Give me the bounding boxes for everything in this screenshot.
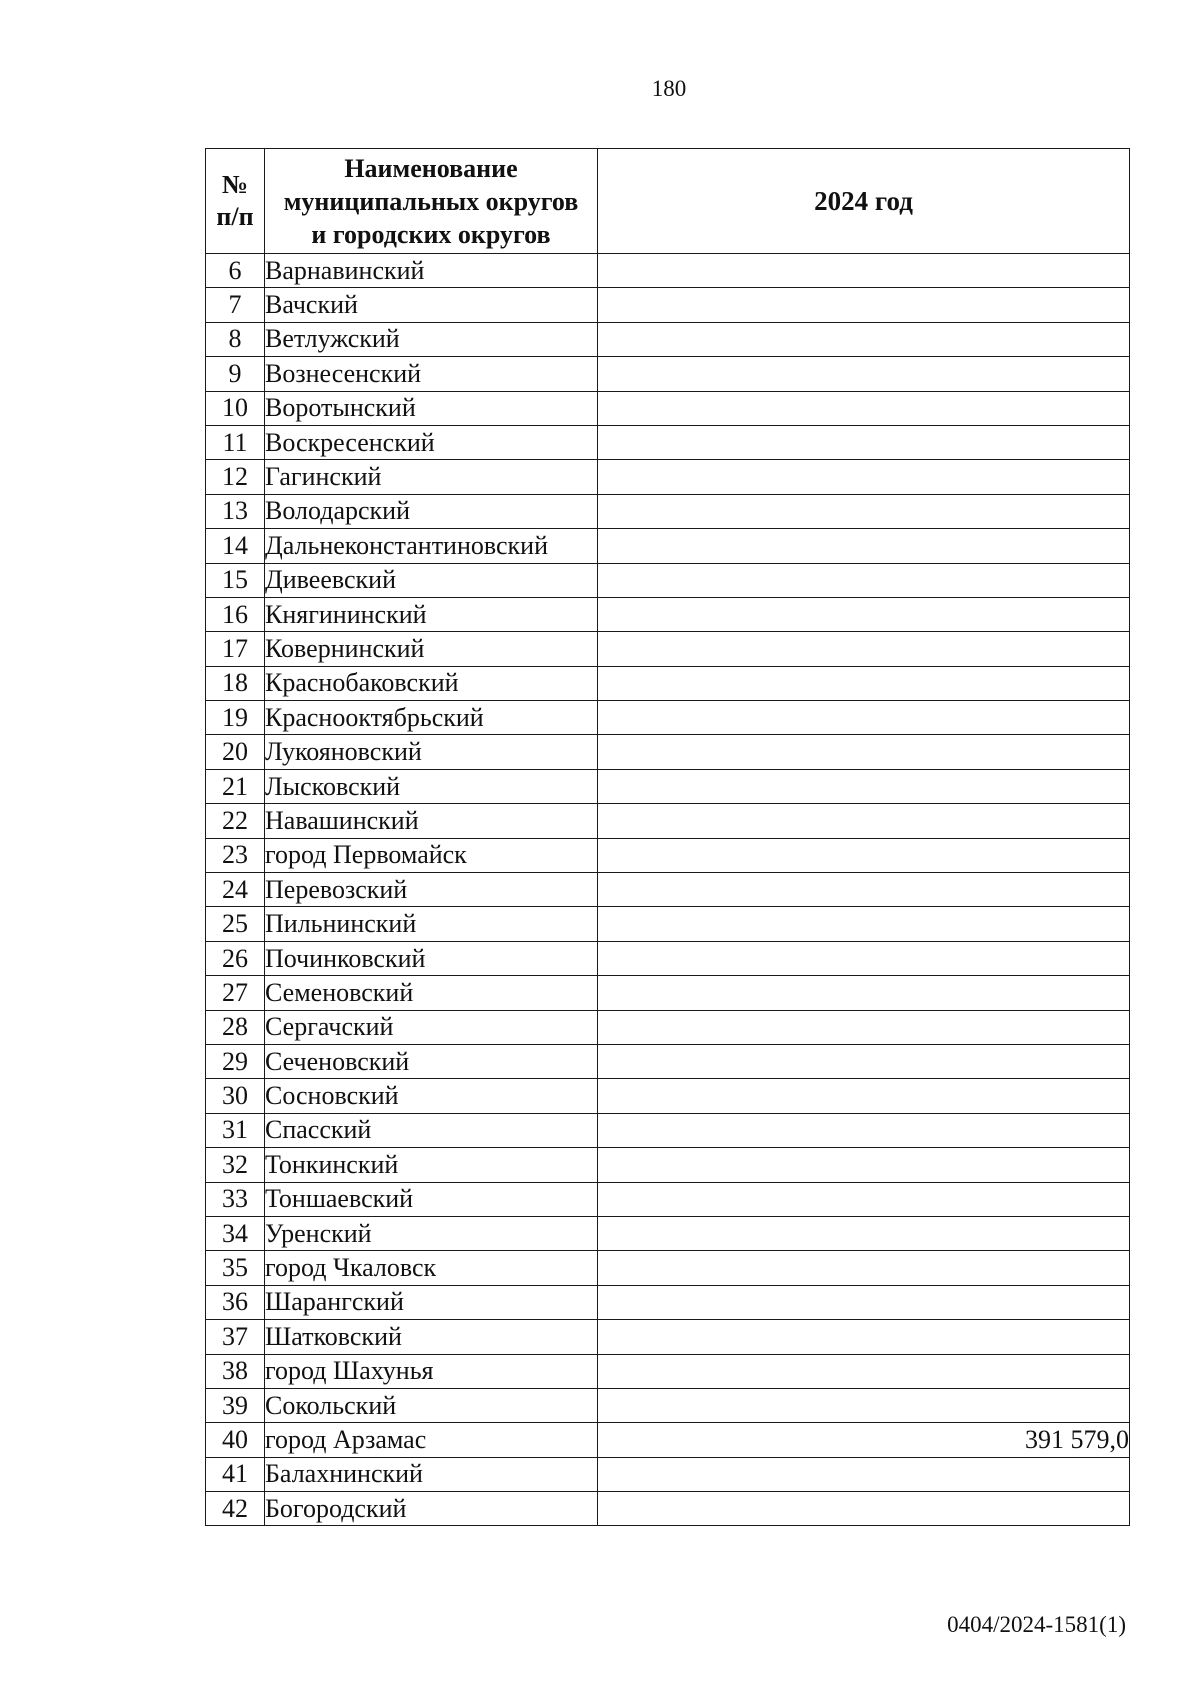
- row-district-name: Сокольский: [265, 1388, 598, 1422]
- row-value-2024: [598, 563, 1130, 597]
- row-number: 12: [206, 460, 265, 494]
- row-value-2024: [598, 1251, 1130, 1285]
- row-value-2024: [598, 735, 1130, 769]
- row-value-2024: [598, 1044, 1130, 1078]
- row-district-name: Пильнинский: [265, 907, 598, 941]
- row-number: 37: [206, 1320, 265, 1354]
- row-value-2024: [598, 666, 1130, 700]
- table-row: [206, 529, 1130, 563]
- row-district-name: Ветлужский: [265, 322, 598, 356]
- row-number: 9: [206, 357, 265, 391]
- row-district-name: Спасский: [265, 1113, 598, 1147]
- table-row: [206, 1251, 1130, 1285]
- row-value-2024: [598, 941, 1130, 975]
- row-number: 34: [206, 1216, 265, 1250]
- table-row: [206, 666, 1130, 700]
- row-value-2024: [598, 529, 1130, 563]
- row-value-2024: [598, 460, 1130, 494]
- table-row: [206, 804, 1130, 838]
- row-district-name: Вачский: [265, 288, 598, 322]
- header-name-line3: и городских округов: [311, 219, 551, 249]
- table-row: [206, 976, 1130, 1010]
- row-value-2024: [598, 632, 1130, 666]
- row-value-2024: [598, 1079, 1130, 1113]
- row-district-name: Княгининский: [265, 597, 598, 631]
- row-district-name: Шатковский: [265, 1320, 598, 1354]
- row-number: 38: [206, 1354, 265, 1388]
- row-number: 14: [206, 529, 265, 563]
- row-number: 10: [206, 391, 265, 425]
- row-value-2024: [598, 597, 1130, 631]
- row-district-name: Тонкинский: [265, 1148, 598, 1182]
- row-district-name: город Арзамас: [265, 1423, 598, 1457]
- table-row: [206, 632, 1130, 666]
- row-value-2024: [598, 976, 1130, 1010]
- row-district-name: Дивеевский: [265, 563, 598, 597]
- table-body: [206, 254, 1130, 1526]
- row-district-name: Володарский: [265, 494, 598, 528]
- row-number: 6: [206, 254, 265, 288]
- row-value-2024: [598, 873, 1130, 907]
- table-row: [206, 735, 1130, 769]
- row-number: 21: [206, 769, 265, 803]
- table-row: [206, 907, 1130, 941]
- row-number: 15: [206, 563, 265, 597]
- row-value-2024: [598, 425, 1130, 459]
- row-district-name: Ковернинский: [265, 632, 598, 666]
- row-district-name: Шарангский: [265, 1285, 598, 1319]
- row-number: 29: [206, 1044, 265, 1078]
- row-value-2024: [598, 254, 1130, 288]
- table-header-row: [206, 149, 1130, 254]
- row-value-2024: [598, 1492, 1130, 1526]
- row-number: 27: [206, 976, 265, 1010]
- row-district-name: Краснооктябрьский: [265, 701, 598, 735]
- row-value-2024: [598, 769, 1130, 803]
- row-district-name: Лукояновский: [265, 735, 598, 769]
- table-row: [206, 1320, 1130, 1354]
- row-district-name: город Чкаловск: [265, 1251, 598, 1285]
- row-district-name: Сеченовский: [265, 1044, 598, 1078]
- row-value-2024: [598, 494, 1130, 528]
- table-row: [206, 357, 1130, 391]
- row-value-2024: [598, 1113, 1130, 1147]
- row-number: 13: [206, 494, 265, 528]
- row-value-2024: [598, 1285, 1130, 1319]
- row-district-name: Перевозский: [265, 873, 598, 907]
- row-number: 7: [206, 288, 265, 322]
- page-number: 180: [651, 76, 687, 101]
- table-row: [206, 1113, 1130, 1147]
- table-row: [206, 1492, 1130, 1526]
- table-row: [206, 563, 1130, 597]
- row-number: 22: [206, 804, 265, 838]
- row-district-name: Воскресенский: [265, 425, 598, 459]
- row-value-2024: [598, 1182, 1130, 1216]
- table-row: [206, 1388, 1130, 1422]
- table-row: [206, 1457, 1130, 1491]
- row-district-name: Балахнинский: [265, 1457, 598, 1491]
- table-row: [206, 1044, 1130, 1078]
- row-district-name: Сергачский: [265, 1010, 598, 1044]
- table-row: [206, 1010, 1130, 1044]
- row-number: 30: [206, 1079, 265, 1113]
- row-district-name: Сосновский: [265, 1079, 598, 1113]
- table-row: [206, 1079, 1130, 1113]
- municipal-districts-table: [205, 148, 1130, 1526]
- table-row: [206, 254, 1130, 288]
- table-row: [206, 941, 1130, 975]
- row-number: 25: [206, 907, 265, 941]
- row-district-name: Краснобаковский: [265, 666, 598, 700]
- row-value-2024: [598, 701, 1130, 735]
- table-row: [206, 322, 1130, 356]
- row-district-name: Богородский: [265, 1492, 598, 1526]
- table-row: [206, 1182, 1130, 1216]
- row-district-name: Починковский: [265, 941, 598, 975]
- row-district-name: Дальнеконстантиновский: [265, 529, 598, 563]
- row-value-2024: [598, 1354, 1130, 1388]
- row-number: 8: [206, 322, 265, 356]
- row-number: 19: [206, 701, 265, 735]
- header-number: [206, 149, 265, 254]
- row-district-name: Навашинский: [265, 804, 598, 838]
- row-number: 16: [206, 597, 265, 631]
- row-number: 17: [206, 632, 265, 666]
- table-row: [206, 494, 1130, 528]
- header-name-line1: Наименование: [344, 153, 518, 183]
- row-number: 18: [206, 666, 265, 700]
- table-row: [206, 1354, 1130, 1388]
- table-row: [206, 1216, 1130, 1250]
- row-district-name: Варнавинский: [265, 254, 598, 288]
- table-row: [206, 701, 1130, 735]
- row-number: 40: [206, 1423, 265, 1457]
- row-value-2024: [598, 838, 1130, 872]
- row-value-2024: [598, 1216, 1130, 1250]
- row-value-2024: [598, 1457, 1130, 1491]
- row-number: 23: [206, 838, 265, 872]
- row-value-2024: [598, 357, 1130, 391]
- header-year: 2024 год: [598, 149, 1130, 254]
- row-value-2024: [598, 391, 1130, 425]
- row-district-name: Воротынский: [265, 391, 598, 425]
- row-value-2024: [598, 288, 1130, 322]
- row-district-name: город Шахунья: [265, 1354, 598, 1388]
- header-number-symbol: №: [221, 170, 249, 199]
- table-row: [206, 597, 1130, 631]
- table-row: [206, 1285, 1130, 1319]
- document-code: 0404/2024-1581(1): [947, 1612, 1126, 1637]
- row-value-2024: [598, 1320, 1130, 1354]
- row-value-2024: [598, 1148, 1130, 1182]
- row-value-2024: [598, 1388, 1130, 1422]
- row-number: 24: [206, 873, 265, 907]
- row-number: 20: [206, 735, 265, 769]
- row-number: 31: [206, 1113, 265, 1147]
- row-value-2024: [598, 804, 1130, 838]
- table-row: [206, 1148, 1130, 1182]
- row-district-name: Вознесенский: [265, 357, 598, 391]
- row-value-2024: [598, 907, 1130, 941]
- table-row: [206, 1423, 1130, 1457]
- table-row: [206, 425, 1130, 459]
- row-district-name: Семеновский: [265, 976, 598, 1010]
- table-row: [206, 873, 1130, 907]
- row-number: 42: [206, 1492, 265, 1526]
- row-district-name: Лысковский: [265, 769, 598, 803]
- row-number: 39: [206, 1388, 265, 1422]
- table-row: [206, 391, 1130, 425]
- row-number: 35: [206, 1251, 265, 1285]
- row-district-name: Тоншаевский: [265, 1182, 598, 1216]
- row-value-2024: [598, 1010, 1130, 1044]
- row-number: 36: [206, 1285, 265, 1319]
- row-number: 11: [206, 425, 265, 459]
- table-row: [206, 288, 1130, 322]
- row-number: 41: [206, 1457, 265, 1491]
- table-row: [206, 769, 1130, 803]
- row-number: 32: [206, 1148, 265, 1182]
- row-number: 33: [206, 1182, 265, 1216]
- row-district-name: город Первомайск: [265, 838, 598, 872]
- table-row: [206, 838, 1130, 872]
- table-row: [206, 460, 1130, 494]
- row-value-2024: [598, 322, 1130, 356]
- row-value-2024: 391 579,0: [598, 1423, 1130, 1457]
- header-number-abbr: п/п: [216, 202, 254, 231]
- header-name-line2: муниципальных округов: [283, 186, 579, 216]
- row-number: 26: [206, 941, 265, 975]
- row-district-name: Гагинский: [265, 460, 598, 494]
- row-district-name: Уренский: [265, 1216, 598, 1250]
- row-number: 28: [206, 1010, 265, 1044]
- header-name: [265, 149, 598, 254]
